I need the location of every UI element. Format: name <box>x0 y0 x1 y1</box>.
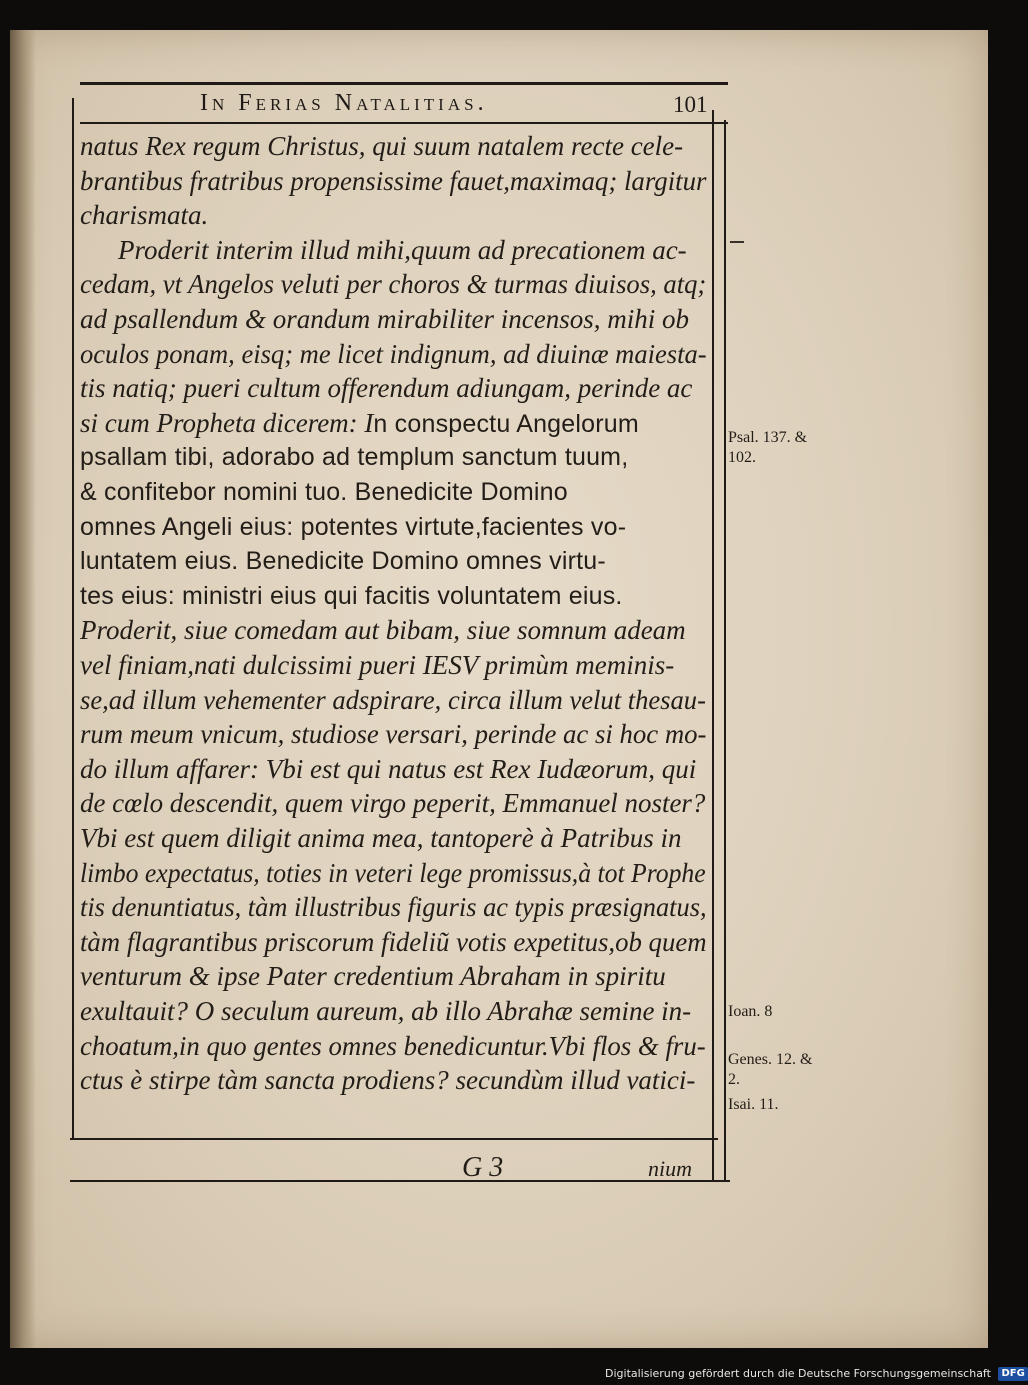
text-line: tis denuntiatus, tàm illustribus figuris ac typis præsignatus, <box>80 892 707 923</box>
text-line: do illum affarer: Vbi est qui natus est Rex Iudæorum, qui <box>80 753 697 784</box>
left-frame-rule <box>72 98 74 1140</box>
text-line: de cœlo descendit, quem virgo peperit, Emmanuel noster? <box>80 788 706 819</box>
running-head: In Ferias Natalitias. <box>200 90 488 116</box>
credit-text: Digitalisierung gefördert durch die Deutsche Forschungsgemeinschaft <box>605 1367 991 1380</box>
right-frame-rule <box>712 110 714 1180</box>
signature-mark: G 3 <box>462 1152 504 1183</box>
text-line: psallam tibi, adorabo ad templum sanctum tuum, <box>80 443 629 472</box>
text-line: tis natiq; pueri cultum offerendum adiungam, perinde ac <box>80 373 693 404</box>
top-rule <box>80 82 728 85</box>
text-line: venturum & ipse Pater credentium Abraham in spiritu <box>80 961 666 992</box>
margin-mark <box>730 241 744 243</box>
bottom-rule <box>70 1138 718 1140</box>
text-line: tes eius: ministri eius qui facitis voluntatem eius. <box>80 581 623 610</box>
text-line: ctus è stirpe tàm sancta prodiens? secundùm illud vatici- <box>80 1065 696 1096</box>
dfg-logo: DFG <box>998 1367 1027 1381</box>
text-line: charismata. <box>80 200 209 231</box>
page-number: 101 <box>673 92 708 117</box>
digitization-credit <box>605 1364 1028 1384</box>
text-line: choatum,in quo gentes omnes benedicuntur.Vbi flos & fru- <box>80 1030 706 1061</box>
margin-note-line: Isai. 11. <box>728 1096 779 1113</box>
margin-note-line: Psal. 137. & <box>728 429 808 446</box>
text-line: & confitebor nomini tuo. Benedicite Domino <box>80 478 568 506</box>
text-line: luntatem eius. Benedicite Domino omnes virtu- <box>80 547 606 576</box>
text-line: Proderit interim illud mihi,quum ad precationem ac- <box>118 234 687 265</box>
text-line: cedam, vt Angelos veluti per choros & turmas diuisos, atq; <box>80 269 707 300</box>
text-line: Proderit, siue comedam aut bibam, siue somnum adeam <box>80 615 686 646</box>
margin-note-ioan <box>728 1002 772 1022</box>
margin-note-psal <box>728 428 807 468</box>
margin-note-line: 102. <box>728 449 756 466</box>
text-line: omnes Angeli eius: potentes virtute,facientes vo- <box>80 512 627 541</box>
text-line <box>80 408 639 439</box>
text-line: exultauit? O seculum aureum, ab illo Abrahæ semine in- <box>80 996 692 1026</box>
text-line: rum meum vnicum, studiose versari, perinde ac si hoc mo- <box>80 719 707 750</box>
text-roman-part: n conspectu Angelorum <box>373 409 639 438</box>
margin-note-line: 2. <box>728 1071 740 1088</box>
catchword: nium <box>648 1156 692 1181</box>
page-gutter-shadow <box>10 30 36 1348</box>
text-line: natus Rex regum Christus, qui suum natalem recte cele- <box>80 131 684 161</box>
margin-note-line: Genes. 12. & <box>728 1051 813 1068</box>
text-line: ad psallendum & orandum mirabiliter incensos, mihi ob <box>80 304 689 334</box>
footer-rule <box>70 1180 730 1182</box>
text-line: limbo expectatus, toties in veteri lege promissus,à tot Prophe <box>80 857 706 888</box>
margin-note-isai <box>728 1095 779 1115</box>
text-italic-part: si cum Propheta dicerem: I <box>80 407 374 438</box>
text-line: tàm flagrantibus priscorum fideliũ votis expetitus,ob quem <box>80 926 707 957</box>
margin-frame-rule <box>724 120 726 1180</box>
text-line: Vbi est quem diligit anima mea, tantoperè à Patribus in <box>80 823 682 853</box>
margin-note-line: Ioan. 8 <box>728 1003 773 1020</box>
text-line: oculos ponam, eisq; me licet indignum, ad diuinæ maiesta- <box>80 338 707 369</box>
text-line: brantibus fratribus propensissime fauet,maximaq; largitur <box>80 165 707 196</box>
text-line: se,ad illum vehementer adspirare, circa illum velut thesau- <box>80 684 706 715</box>
margin-note-genes <box>728 1050 812 1090</box>
text-line: vel finiam,nati dulcissimi pueri IESV primùm meminis- <box>80 650 675 680</box>
